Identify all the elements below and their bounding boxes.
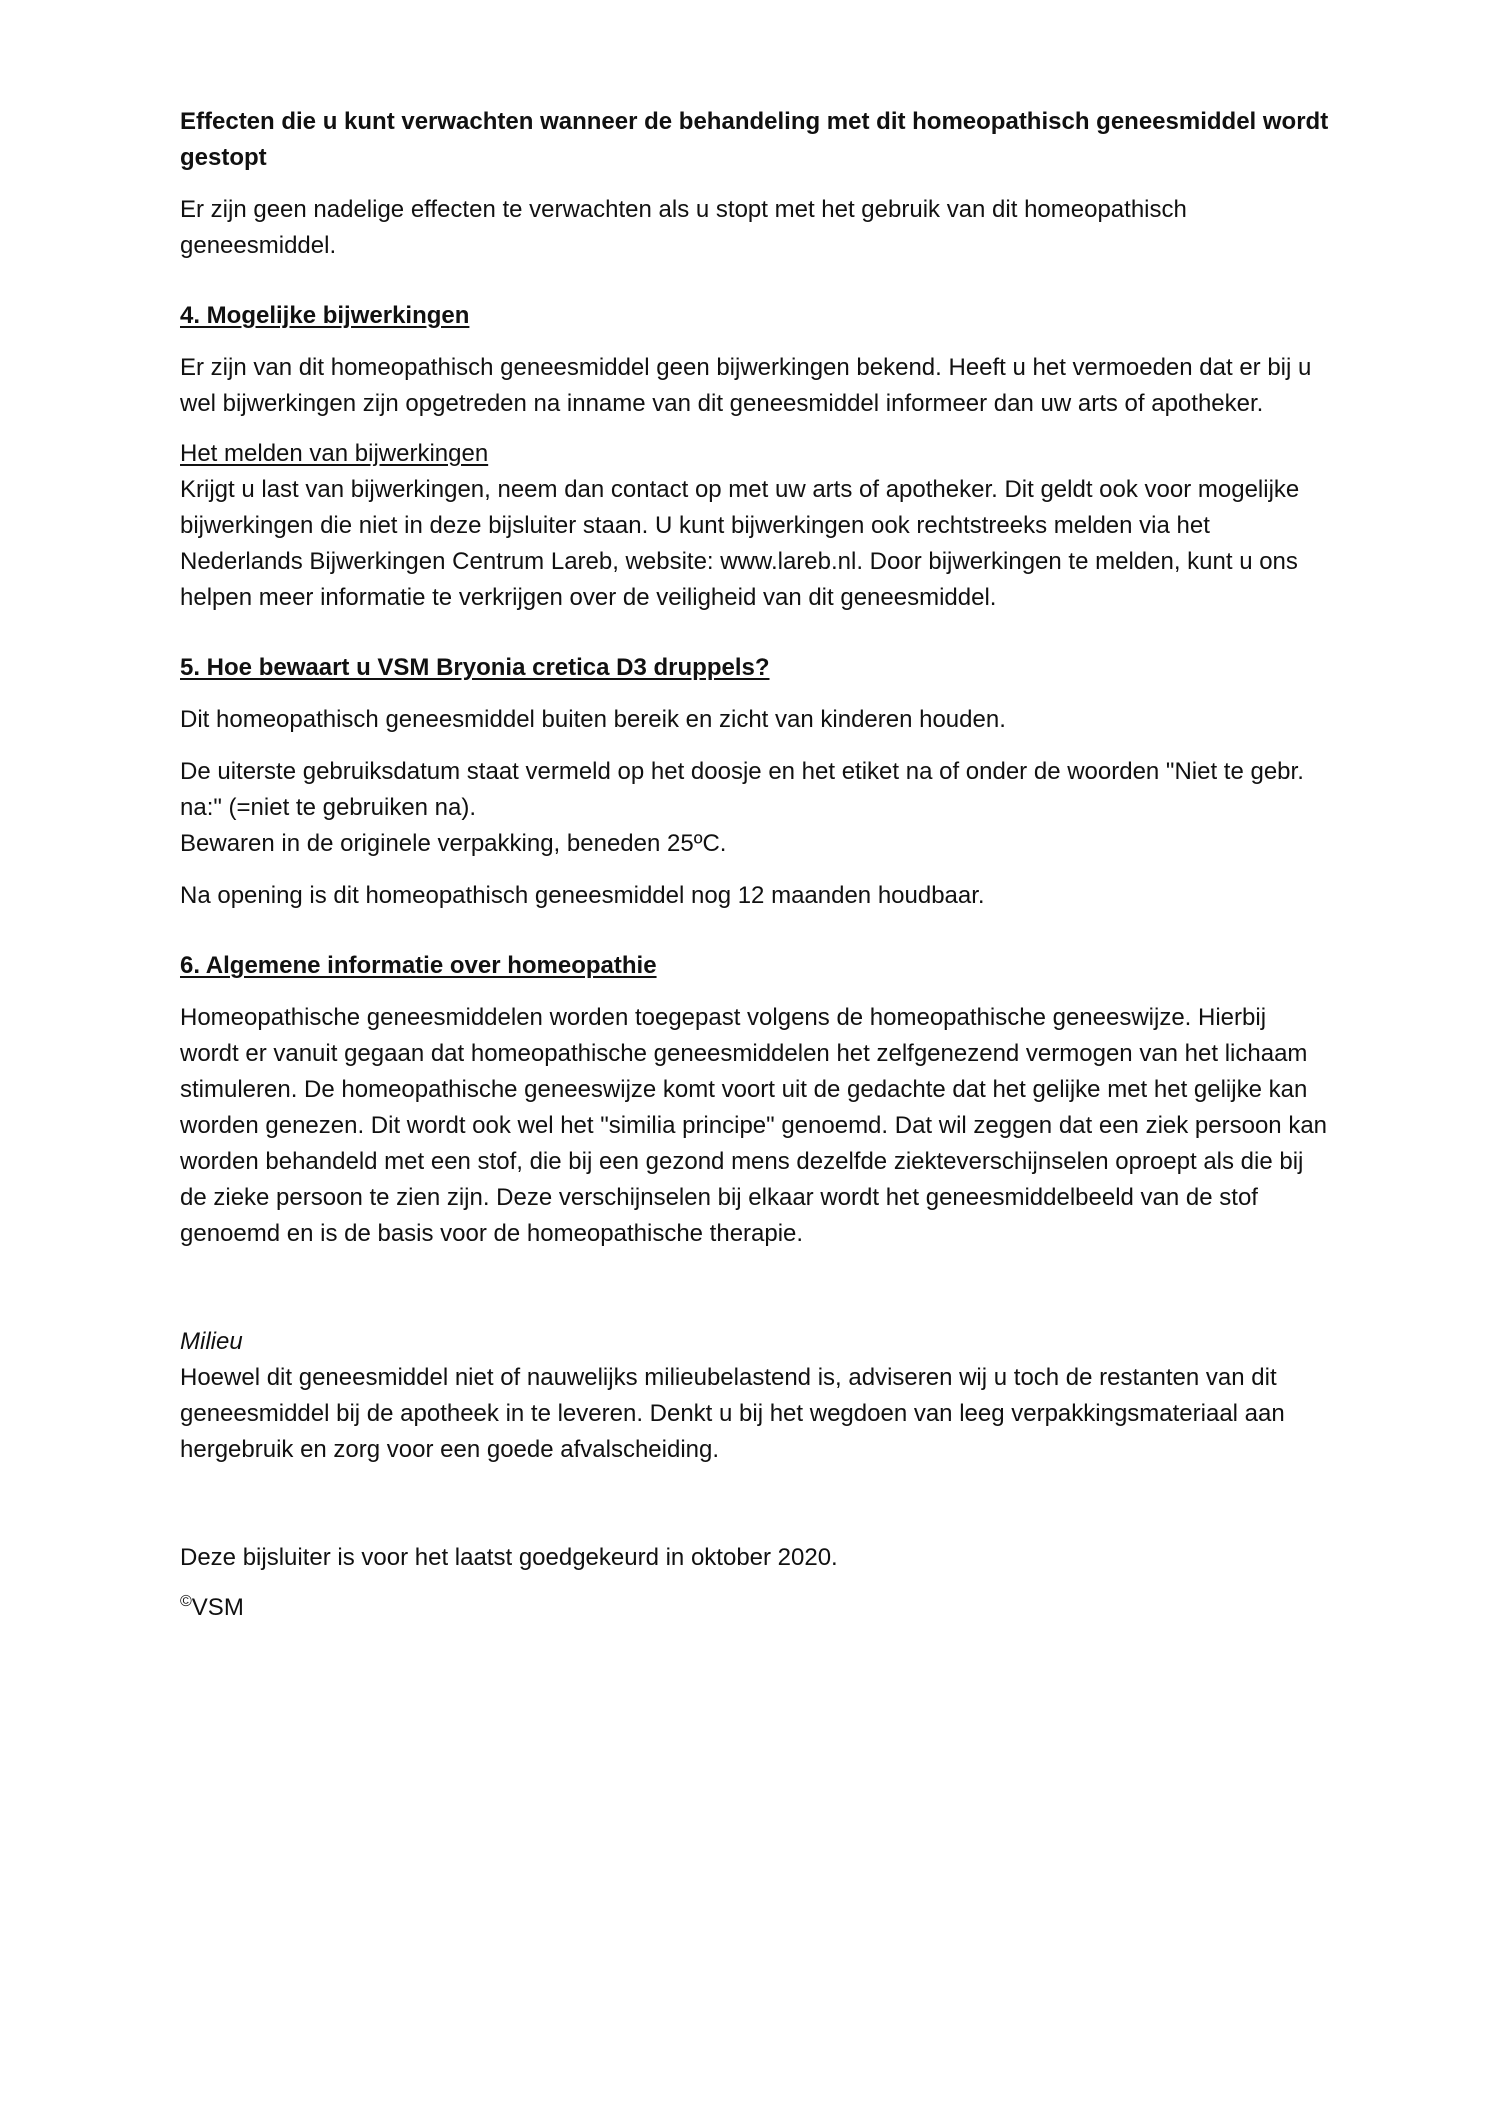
- copyright-notice: [180, 1590, 1330, 1626]
- leaflet-content: [180, 104, 1330, 1626]
- section-5-expiry-text: De uiterste gebruiksdatum staat vermeld op het doosje en het etiket na of onder de woorden "Niet te gebr. na:" (=niet te gebruiken na).: [180, 758, 1304, 821]
- section-5-shelf-life-text: Na opening is dit homeopathisch geneesmiddel nog 12 maanden houdbaar.: [180, 882, 985, 909]
- stop-effects-heading: Effecten die u kunt verwachten wanneer de behandeling met dit homeopathisch geneesmiddel wordt gestopt: [180, 108, 1329, 171]
- section-4-text: Er zijn van dit homeopathisch geneesmiddel geen bijwerkingen bekend. Heeft u het vermoeden dat er bij u wel bijwerkingen zijn opgetreden na inname van dit geneesmiddel informeer dan uw arts of apotheker.: [180, 354, 1312, 417]
- stop-effects-text: Er zijn geen nadelige effecten te verwachten als u stopt met het gebruik van dit homeopathisch geneesmiddel.: [180, 196, 1187, 259]
- section-5-storage-text: Dit homeopathisch geneesmiddel buiten bereik en zicht van kinderen houden.: [180, 706, 1006, 733]
- section-4-heading: 4. Mogelijke bijwerkingen: [180, 302, 470, 329]
- reporting-text: Krijgt u last van bijwerkingen, neem dan contact op met uw arts of apotheker. Dit geldt ook voor mogelijke bijwerkingen die niet in deze bijsluiter staan. U kunt bijwerkingen ook rechtstreeks melden via het Nederlands Bijwerkingen Centrum Lareb, website: www.lareb.nl. Door bijwerkingen te melden, kunt u ons helpen meer informatie te verkrijgen over de veiligheid van dit geneesmiddel.: [180, 476, 1300, 611]
- section-5-heading: 5. Hoe bewaart u VSM Bryonia cretica D3 druppels?: [180, 654, 770, 681]
- section-5-temperature-text: Bewaren in de originele verpakking, beneden 25ºC.: [180, 830, 727, 857]
- copyright-owner: VSM: [191, 1594, 244, 1621]
- section-6-heading: 6. Algemene informatie over homeopathie: [180, 952, 657, 979]
- copyright-symbol: ©: [180, 1593, 192, 1610]
- reporting-subheading: Het melden van bijwerkingen: [180, 440, 489, 467]
- milieu-text: Hoewel dit geneesmiddel niet of nauwelijks milieubelastend is, adviseren wij u toch de restanten van dit geneesmiddel bij de apotheek in te leveren. Denkt u bij het wegdoen van leeg verpakkingsmateriaal aan hergebruik en zorg voor een goede afvalscheiding.: [180, 1364, 1285, 1463]
- approval-date-text: Deze bijsluiter is voor het laatst goedgekeurd in oktober 2020.: [180, 1544, 838, 1571]
- section-6-text: Homeopathische geneesmiddelen worden toegepast volgens de homeopathische geneeswijze. Hierbij wordt er vanuit gegaan dat homeopathische geneesmiddelen het zelfgenezend vermogen van het lichaam stimuleren. De homeopathische geneeswijze komt voort uit de gedachte dat het gelijke met het gelijke kan worden genezen. Dit wordt ook wel het "similia principe" genoemd. Dat wil zeggen dat een ziek persoon kan worden behandeld met een stof, die bij een gezond mens dezelfde ziekteverschijnselen oproept als die bij de zieke persoon te zien zijn. Deze verschijnselen bij elkaar wordt het geneesmiddelbeeld van de stof genoemd en is de basis voor de homeopathische therapie.: [180, 1004, 1328, 1247]
- milieu-label: Milieu: [180, 1328, 243, 1355]
